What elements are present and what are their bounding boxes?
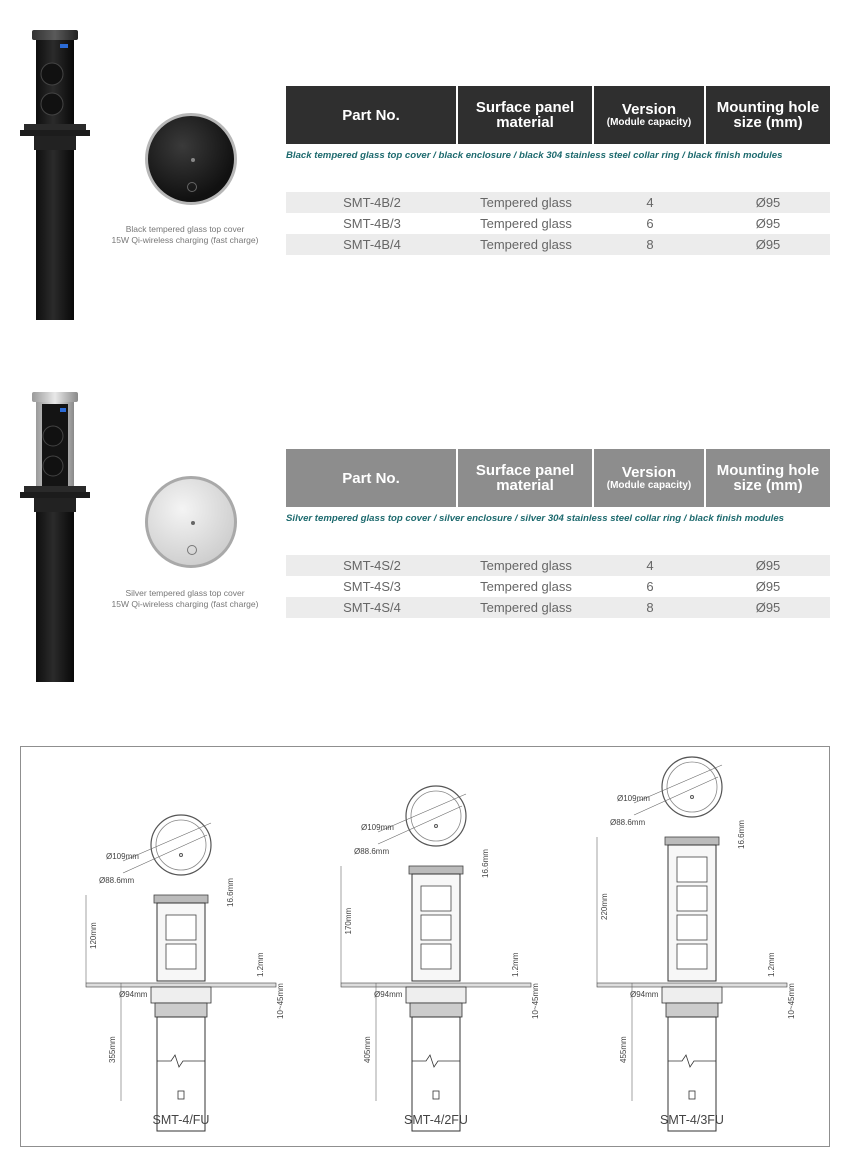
charging-dot-icon [191,158,195,162]
clamp-collar [406,987,466,1003]
cover-height-label: 16.6mm [481,849,490,878]
table-row: SMT-4B/4 Tempered glass 8 Ø95 [286,234,830,255]
socket-module [677,886,707,911]
top-view-inner-circle [156,820,206,870]
top-view-inner-circle [411,791,461,841]
table-row: SMT-4B/2 Tempered glass 4 Ø95 [286,192,830,213]
socket-module [677,857,707,882]
table-row: SMT-4S/3 Tempered glass 6 Ø95 [343,579,781,594]
power-icon [187,545,197,555]
top-height-label: 220mm [600,893,609,920]
cover-plate [409,866,463,874]
cover-height-label: 16.6mm [226,878,235,907]
header-surface-material: Surface panel material [458,86,594,144]
black-cover-caption [95,224,275,246]
header-mounting-hole: Mounting hole size (mm) [716,99,820,131]
inner-dia-label: Ø88.6mm [354,847,390,856]
socket-module [677,915,707,940]
body-dia-label: Ø94mm [119,990,148,999]
plate-thickness-label: 1.2mm [256,952,265,977]
desk-plate [597,983,787,987]
thread-ring [666,1003,718,1017]
top-view-dot [180,854,183,857]
drawing-label-1: SMT-4/FU [152,1113,210,1127]
socket-module [421,944,451,969]
inner-dia-label: Ø88.6mm [99,876,135,885]
bottom-height-label: 455mm [619,1036,628,1063]
outer-dia-label: Ø109mm [361,823,394,832]
caption-line: 15W Qi-wireless charging (fast charge) [111,235,259,245]
header-surface-material: Surface panel material [458,449,594,507]
table-row: SMT-4S/4 Tempered glass 8 Ø95 [286,597,830,618]
power-icon [187,182,197,192]
table-row: SMT-4S/2 Tempered glass 4 Ø95 [286,555,830,576]
socket-module [677,944,707,969]
body-dia-label: Ø94mm [630,990,659,999]
black-spec-table [286,86,830,255]
cover-plate [154,895,208,903]
charging-dot-icon [191,521,195,525]
top-view-dot [691,796,694,799]
desk-range-label: 10~45mm [787,983,796,1019]
caption-line: Silver tempered glass top cover [125,588,245,598]
silver-glass-cover-image [145,476,237,568]
bottom-height-label: 355mm [108,1036,117,1063]
top-view-inner-circle [667,762,717,812]
desk-plate [86,983,276,987]
silver-tower-product-image [18,390,92,685]
header-part-no: Part No. [286,449,458,507]
black-glass-cover-image [145,113,237,205]
caption-line: 15W Qi-wireless charging (fast charge) [111,599,259,609]
header-mounting-hole: Mounting hole size (mm) [716,462,820,494]
header-version: Version (Module capacity) [594,449,706,507]
silver-spec-table [286,449,830,618]
socket-module [166,915,196,940]
header-part-no: Part No. [286,86,458,144]
table-row: SMT-4B/3 Tempered glass 6 Ø95 [343,216,781,231]
table-header [286,86,830,144]
body-dia-label: Ø94mm [374,990,403,999]
desk-plate [341,983,531,987]
silver-description: Silver tempered glass top cover / silver enclosure / silver 304 stainless steel collar ring / black finish modules [286,513,785,524]
desk-range-label: 10~45mm [276,983,285,1019]
black-tower-product-image [18,28,92,323]
socket-module [166,944,196,969]
socket-module [421,915,451,940]
socket-module [421,886,451,911]
clamp-collar [151,987,211,1003]
table-header [286,449,830,507]
outer-dia-label: Ø109mm [617,794,650,803]
clamp-collar [662,987,722,1003]
thread-ring [410,1003,462,1017]
drawing-label-3: SMT-4/3FU [660,1113,724,1127]
plate-thickness-label: 1.2mm [511,952,520,977]
header-version: Version (Module capacity) [594,86,706,144]
technical-drawings-panel [20,746,830,1147]
desk-range-label: 10~45mm [531,983,540,1019]
top-view-dot [435,825,438,828]
outer-dia-label: Ø109mm [106,852,139,861]
silver-cover-caption [95,588,275,610]
cover-plate [665,837,719,845]
plate-thickness-label: 1.2mm [767,952,776,977]
inner-dia-label: Ø88.6mm [610,818,646,827]
top-height-label: 120mm [89,922,98,949]
cover-height-label: 16.6mm [737,820,746,849]
caption-line: Black tempered glass top cover [125,224,245,234]
drawing-label-2: SMT-4/2FU [404,1113,468,1127]
top-height-label: 170mm [344,907,353,935]
bottom-height-label: 405mm [363,1036,372,1063]
black-description: Black tempered glass top cover / black enclosure / black 304 stainless steel collar ring / black finish modules [286,150,783,161]
thread-ring [155,1003,207,1017]
technical-drawings-svg [21,747,829,1146]
